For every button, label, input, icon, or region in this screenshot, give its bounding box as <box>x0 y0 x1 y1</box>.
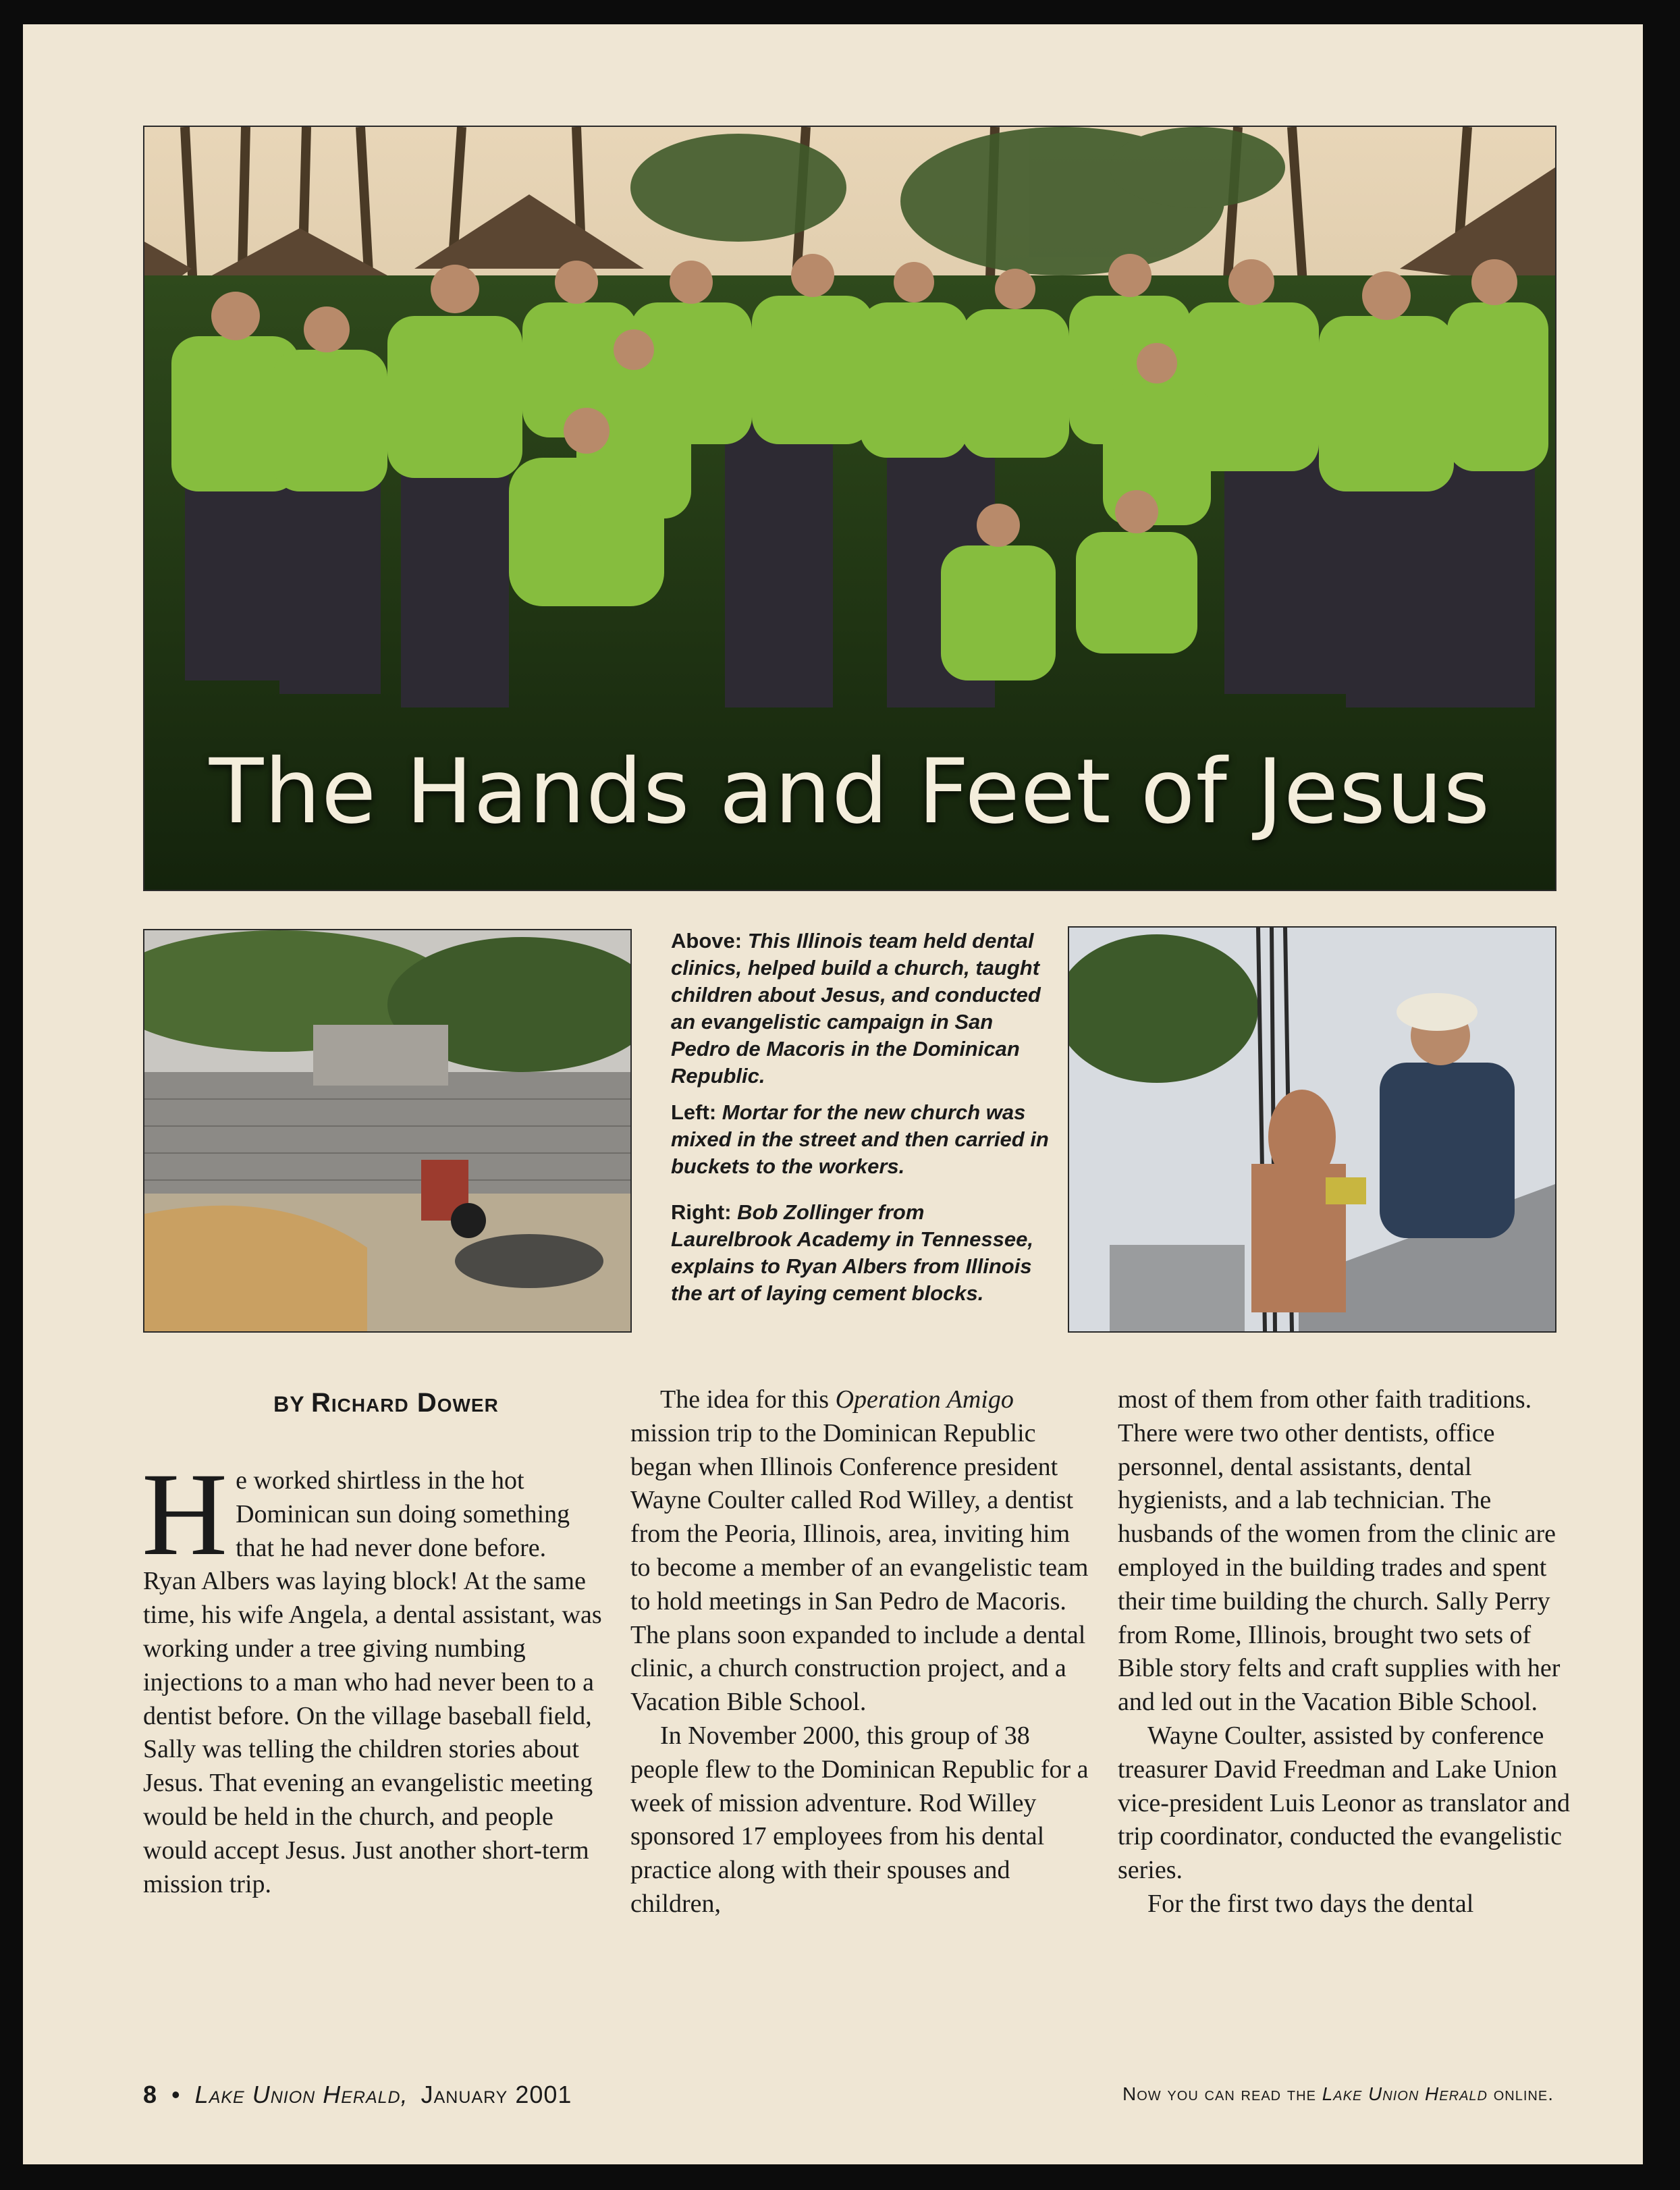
article-column-3 <box>1118 1383 1583 1921</box>
caption-right-label: Right: <box>671 1200 732 1224</box>
publication-name: Lake Union Herald, <box>194 2081 408 2108</box>
paragraph-1-text: e worked shirtless in the hot Dominican sun doing something that he had never done before. Ryan Albers was laying block! At the same time, his wife Angela, a dental assistant, was working under a tree giving numbing injections to a man who had never been to a dentist before. On the village baseball field, Sally was telling the children stories about Jesus. That evening an evangelistic meeting would be held in the church, and people would accept Jesus. Just another short-term mission trip. <box>143 1466 602 1898</box>
paragraph-2-rest: mission trip to the Dominican Republic began when Illinois Conference president Wayne Coulter called Rod Willey, a dentist from the Peoria, Illinois, area, inviting him to become a member of an evangelistic team to hold meetings in San Pedro de Macoris. The plans soon expanded to include a dental clinic, a church construction project, and a Vacation Bible School. <box>630 1418 1089 1717</box>
caption-left <box>671 1099 1049 1180</box>
online-notice-publication: Lake Union Herald <box>1322 2083 1488 2104</box>
article-column-1 <box>142 1449 602 1901</box>
article-paragraph-3: In November 2000, this group of 38 people flew to the Dominican Republic for a week of mission adventure. Rod Willey sponsored 17 employees from his dental practice along with their spouses and children, <box>630 1721 1089 1918</box>
online-notice-start: Now you can read the <box>1122 2083 1322 2104</box>
mortar-photo-illustration <box>144 930 630 1331</box>
caption-above <box>671 928 1049 1090</box>
page-number: 8 <box>143 2081 158 2108</box>
caption-left-label: Left: <box>671 1100 717 1124</box>
footer-bullet: • <box>171 2081 181 2108</box>
caption-above-label: Above: <box>671 929 742 953</box>
operation-amigo: Operation Amigo <box>835 1385 1014 1414</box>
article-paragraph-1 <box>142 1449 602 1901</box>
magazine-page <box>23 24 1643 2164</box>
caption-right-text: Bob Zollinger from Laurelbrook Academy in Tennessee, explains to Ryan Albers from Illinois the art of laying cement blocks. <box>671 1200 1033 1305</box>
block-laying-photo <box>1068 926 1556 1333</box>
drop-cap: H <box>142 1449 228 1580</box>
block-laying-illustration <box>1069 928 1555 1331</box>
article-column-2 <box>630 1383 1096 1921</box>
article-paragraph-6: For the first two days the dental <box>1147 1889 1474 1918</box>
online-notice-end: online. <box>1487 2083 1554 2104</box>
caption-left-text: Mortar for the new church was mixed in the street and then carried in buckets to the workers. <box>671 1100 1049 1178</box>
byline-prefix: BY <box>273 1392 311 1416</box>
caption-above-text: This Illinois team held dental clinics, helped build a church, taught children about Jesus, and conducted an evangelistic campaign in San Pedro de Macoris in the Dominican Republic. <box>671 929 1041 1088</box>
article-paragraph-5: Wayne Coulter, assisted by conference treasurer David Freedman and Lake Union vice-president Luis Leonor as translator and trip coordinator, conducted the evangelistic series. <box>1118 1721 1571 1885</box>
paragraph-2-start: The idea for this <box>660 1385 836 1414</box>
article-title: The Hands and Feet of Jesus <box>209 740 1491 844</box>
hero-group-photo <box>143 126 1556 891</box>
article-paragraph-4: most of them from other faith traditions. There were two other dentists, office personnel, dental assistants, dental hygienists, and a lab technician. The husbands of the women from the clinic are employed in the building trades and spent their time building the church. Sally Perry from Rome, Illinois, brought two sets of Bible story felts and craft supplies with her and led out in the Vacation Bible School. <box>1118 1385 1561 1717</box>
byline <box>143 1388 629 1418</box>
article-paragraph-2 <box>630 1383 1096 1719</box>
page-footer-left <box>143 2081 572 2109</box>
page-footer-right <box>1122 2083 1554 2105</box>
photo-captions <box>671 928 1049 1316</box>
construction-site-photo <box>143 929 632 1333</box>
issue-date: January 2001 <box>421 2081 572 2108</box>
caption-right <box>671 1199 1049 1307</box>
author-name: Richard Dower <box>310 1388 499 1418</box>
